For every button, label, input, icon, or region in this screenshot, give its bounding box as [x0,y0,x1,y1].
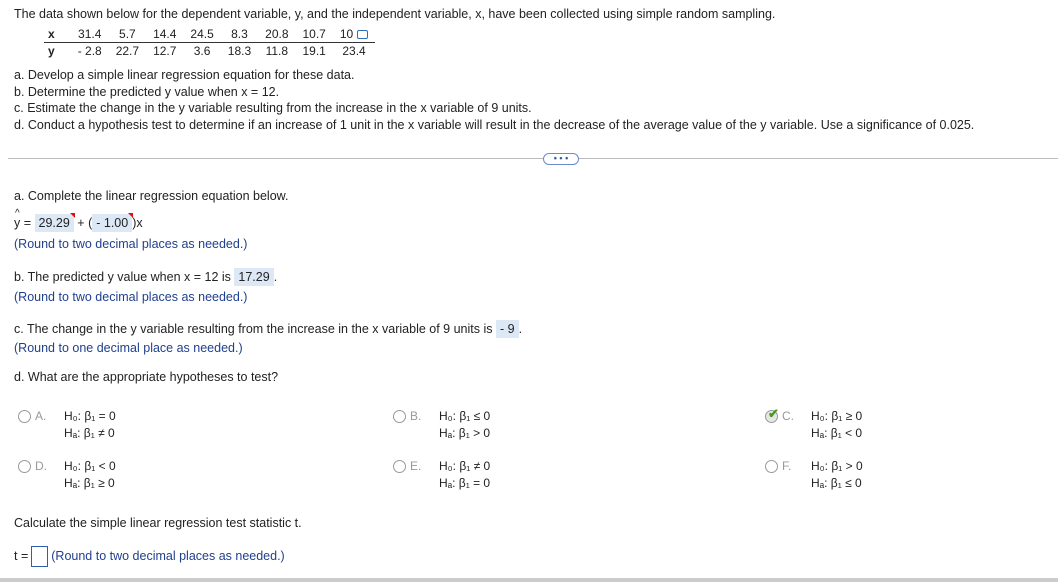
intercept-value: 29.29 [38,216,70,230]
question-a: a. Develop a simple linear regression equation for these data. [14,68,355,82]
radio-option-d[interactable] [18,460,31,473]
predicted-y-value: 17.29 [238,270,270,284]
part-c-prompt: c. The change in the y variable resulting from the increase in the x variable of 9 units is [14,322,493,336]
part-b-prompt: b. The predicted y value when x = 12 is [14,270,231,284]
x-value: 20.8 [258,26,295,43]
y-value: 12.7 [153,44,177,58]
answer-flag-icon [70,213,75,218]
predicted-y-answer[interactable] [234,268,273,286]
intercept-answer[interactable] [35,214,74,232]
equals-sign: = [23,216,32,230]
alt-hypothesis: Hₐ: β₁ ≠ 0 [64,426,115,440]
x-value: 24.5 [183,26,220,43]
y-value: 22.7 [115,44,140,58]
x-value: 31.4 [71,26,109,43]
correct-check-icon: ✔ [768,406,779,421]
section-divider [8,158,1058,159]
data-table [44,26,375,59]
y-hat-letter: y [14,216,21,230]
plus-paren: + ( [77,216,93,230]
radio-option-f[interactable] [765,460,778,473]
radio-option-e[interactable] [393,460,406,473]
option-letter: D. [35,459,47,473]
more-button[interactable]: • • • [543,153,579,165]
t-label: t = [14,548,29,563]
part-a-hint: (Round to two decimal places as needed.) [14,237,248,251]
option-letter: F. [782,459,792,473]
part-b-line [14,268,277,286]
y-value: - 2.8 [77,44,102,58]
null-hypothesis: H₀: β₁ ≠ 0 [439,459,491,473]
part-t-hint: (Round to two decimal places as needed.) [51,548,285,563]
question-d: d. Conduct a hypothesis test to determine if an increase of 1 unit in the x variable will result in the decrease of the average value of the y variable. Use a significance of 0.025. [14,117,975,132]
table-row-y [44,43,375,60]
x-value: 10 [333,26,375,43]
copy-data-icon[interactable] [357,30,368,39]
alt-hypothesis: Hₐ: β₁ = 0 [439,476,491,490]
null-hypothesis: H₀: β₁ ≤ 0 [439,409,491,423]
null-hypothesis: H₀: β₁ ≥ 0 [811,409,863,423]
slope-answer[interactable] [92,214,132,232]
alt-hypothesis: Hₐ: β₁ < 0 [811,426,863,440]
radio-option-a[interactable] [18,410,31,423]
t-input[interactable] [31,546,48,567]
regression-equation [14,208,143,232]
part-c-hint: (Round to one decimal place as needed.) [14,341,243,355]
x-value: 5.7 [109,26,146,43]
period: . [518,322,523,336]
t-answer-line [14,546,285,567]
alt-hypothesis: Hₐ: β₁ ≥ 0 [64,476,115,490]
option-letter: C. [782,409,794,423]
part-c-line [14,320,522,338]
option-letter: E. [410,459,422,473]
x-value: 8.3 [221,26,258,43]
part-b-hint: (Round to two decimal places as needed.) [14,290,248,304]
null-hypothesis: H₀: β₁ > 0 [811,459,863,473]
option-letter: B. [410,409,422,423]
question-b: b. Determine the predicted y value when x = 12. [14,84,280,99]
y-value: 11.8 [265,44,289,58]
y-hat [14,208,21,230]
table-row-x [44,26,375,43]
y-value: 23.4 [342,44,366,58]
y-value: 3.6 [193,44,211,58]
alt-hypothesis: Hₐ: β₁ > 0 [439,426,491,440]
hat-symbol: ^ [15,208,20,219]
part-d-prompt: d. What are the appropriate hypotheses to test? [14,370,279,384]
close-paren-x: )x [132,216,143,230]
null-hypothesis: H₀: β₁ < 0 [64,459,116,473]
x-value: 14.4 [146,26,183,43]
option-letter: A. [35,409,47,423]
alt-hypothesis: Hₐ: β₁ ≤ 0 [811,476,862,490]
question-list [14,67,974,133]
x-header: x [44,26,71,43]
bottom-bar [0,578,1058,582]
part-t-prompt: Calculate the simple linear regression test statistic t. [14,516,302,530]
y-value: 19.1 [302,44,326,58]
problem-intro: The data shown below for the dependent variable, y, and the independent variable, x, have been collected using simple random sampling. [14,7,776,21]
part-a-prompt: a. Complete the linear regression equation below. [14,189,289,203]
question-c: c. Estimate the change in the y variable resulting from the increase in the x variable of 9 units. [14,101,532,115]
answer-flag-icon [128,213,133,218]
slope-value: - 1.00 [96,216,129,230]
x-value: 10.7 [296,26,333,43]
null-hypothesis: H₀: β₁ = 0 [64,409,116,423]
change-y-value: - 9 [499,322,515,336]
period: . [273,270,278,284]
radio-option-b[interactable] [393,410,406,423]
y-header: y [48,44,55,58]
change-y-answer[interactable] [496,320,519,338]
y-value: 18.3 [227,44,252,58]
